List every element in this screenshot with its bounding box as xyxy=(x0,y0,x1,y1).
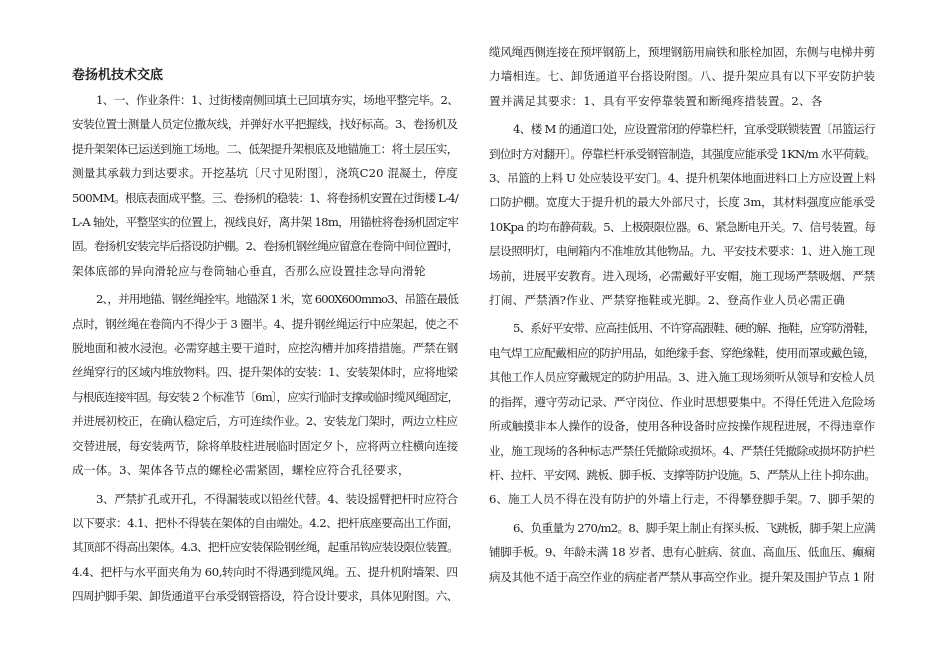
text-line: 测量其承载力到达要求。开挖基坑〔尺寸见附图〕，浇筑C20 混凝土，停度 xyxy=(72,166,458,181)
text-line: 成一体。3、架体各节点的螺栓必需紧固，螺栓应符合孔径要求， xyxy=(72,463,410,478)
text-line: 以下要求：4.1、把朴不得装在架体的自由端处。4.2、把杆底座要高出工作面， xyxy=(72,515,459,530)
text-line: 缆风绳西侧连接在预坪钢筋上，预埋钢筋用扁铁和胀栓加固，东侧与电梯井剪 xyxy=(489,45,875,59)
text-line: 铺脚手板。9、年龄未满 18 岁者、患有心脏病、贫血、高血压、低血压、癫痫 xyxy=(489,545,875,560)
text-line: 5、系好平安带、应高挂低用、不许穿高跟鞋、硬的解、拖鞋，应穿防滑鞋， xyxy=(513,321,875,336)
text-line: 力墙相连。七、卸货通道平台搭设附图。八、提升架应具有以下平安防护装 xyxy=(489,69,876,84)
text-line: 6、负重量为 270/m2。8、脚手架上制止有探头板、飞跳板，脚手架上应满 xyxy=(513,520,875,535)
text-line: 6、施工人员不得在没有防护的外墙上行走，不得攀登脚手架。7、脚手架的 xyxy=(489,492,875,507)
text-line: 安装位置士测量人员定位撒灰线，并弹好水平把握线，找好标高。3、卷扬机及 xyxy=(72,117,458,132)
text-line: 场前，进展平安教育。进入现场，必需戴好平安帽，施工现场严禁吸烟、严禁 xyxy=(489,268,875,283)
left-column xyxy=(72,64,458,609)
text-line: L-A 轴处，平整坚实的位置上，视线良好，离井架 18m，用锚桩将卷扬机固定牢 xyxy=(72,215,459,230)
text-line: 与根底连接牢固。每安装 2 个标准节〔6m〕，应实行临时支撑或临时缆风绳固定， xyxy=(72,389,459,404)
text-line: 的指挥，遵守劳动记录、严守岗位、作业时思想要集中。不得任凭进入危险场 xyxy=(489,394,875,409)
text-line: 丝绳穿行的区域内堆放物料。四、提升架体的安装：1、安装架体时，应将地梁 xyxy=(72,365,458,380)
text-line: 其他工作人员应穿戴规定的防护用品。3、进入施工现场须听从领导和安检人员 xyxy=(489,370,875,385)
text-line: 点时，钢丝绳在卷筒内不得少于 3 圈半。4、提升钢丝绳运行中应架起，使之不 xyxy=(72,316,459,331)
text-line: 业，施工现场的各种标志严禁任凭撤除或损坏。4、严禁任凭撤除或损坏防护栏 xyxy=(489,443,875,458)
text-line: 500MM。根底表面成平整。三、卷扬机的稳装：1、将卷扬机安置在过街楼 L-4/ xyxy=(72,190,459,205)
right-column xyxy=(489,40,875,589)
document-title: 卷扬机技术交底 xyxy=(72,68,164,83)
right-text-block xyxy=(489,40,875,589)
left-text-block xyxy=(72,88,458,609)
text-line: 固。卷扬机安装完毕后搭设防护棚。2、卷扬机钢丝绳应留意在卷筒中间位置时， xyxy=(72,239,459,254)
text-line: 架体底部的异向滑轮应与卷筒轴心垂直，否那么应设置挂念导向滑轮 xyxy=(72,263,426,278)
text-line: 3、吊篮的上料 U 处应装设平安门。4、提升机架体地面进料口上方应设置上料 xyxy=(489,171,876,186)
text-line: 4、楼 M 的通道口处，应设置常闭的停靠栏杆，宜承受联锁装置〔吊篮运行 xyxy=(513,122,876,137)
text-line: 提升架架体已运送到施工场地。二、低架提升架根底及地锚施工：将土层压实， xyxy=(72,141,458,156)
text-line: 4.4、把杆与水平面夹角为 60,转向时不得遇到缆风绳。五、提升机附墙架、四 xyxy=(72,564,458,579)
text-line: 其顶部不得高出架体。4.3、把杆应安装保险钢丝绳，起重吊钩应装设限位装置。 xyxy=(72,540,459,555)
text-line: 并进展初校正，在确认稳定后，方可连续作业。2、安装龙门架时，两边立柱应 xyxy=(72,414,458,429)
text-line: 病及其他不适于高空作业的病症者严禁从事高空作业。提升架及围护节点 1 附 xyxy=(489,569,875,584)
text-line: 打闹、严禁酒?作业、严禁穿拖鞋或光脚。2、登高作业人员必需正确 xyxy=(489,293,846,308)
text-line: 3、严禁扩孔或开孔，不得漏装或以铅丝代替。4、装设摇臂把杆时应符合 xyxy=(96,491,458,506)
text-line: 1、一、作业条件：1、过街楼南侧回填土已回填夯实，场地平整完毕。2、 xyxy=(96,93,459,107)
text-line: 口防护棚。宽度大于提升机的最大外部尺寸，长度 3m，其材料强度应能承受 xyxy=(489,195,876,210)
text-line: 10Kpa 的均布静荷载。5、上极限限位器。6、紧急断电开关。7、信号装置。每 xyxy=(489,219,876,234)
text-line: 到位时方对翻开〕。停靠栏杆承受钢管制造，其强度应能承受 1KN/m 水平荷载。 xyxy=(489,146,876,161)
text-line: 2、，并用地锚、钢丝绳拴牢。地锚深 1 米，宽 600X600mmo3、吊篮在最低 xyxy=(96,292,458,307)
text-line: 电气焊工应配戴相应的防护用品，如绝缘手套、穿绝缘鞋，使用而罩或戴色镜， xyxy=(489,345,875,360)
text-line: 脱地面和被水浸泡。必需穿越主要干道时，应挖沟槽并加疼措措施。严禁在钢 xyxy=(72,341,458,356)
text-line: 层设照明灯，电闸箱内不准堆放其他物品。九、平安技术要求：1、进入施工现 xyxy=(489,244,875,259)
text-line: 所或触摸非本人操作的设备，使用各种设备时应按操作规程进展，不得违章作 xyxy=(489,419,875,434)
text-line: 置并满足其要求：1、具有平安停靠装置和断绳疼措装置。2、各 xyxy=(489,93,823,108)
text-line: 四周护脚手架、卸货通道平台承受钢管搭设，符合设计要求，具体见附图。六、 xyxy=(72,589,458,604)
text-line: 杆、拉杆、平安网、跳板、脚手板、支撑等防护设施。5、严禁从上往卜抑东曲。 xyxy=(489,467,876,482)
text-line: 交替进展，每安装两节，除将单肢柱进展临时固定夕卜，应将两立柱横向连接 xyxy=(72,438,458,453)
